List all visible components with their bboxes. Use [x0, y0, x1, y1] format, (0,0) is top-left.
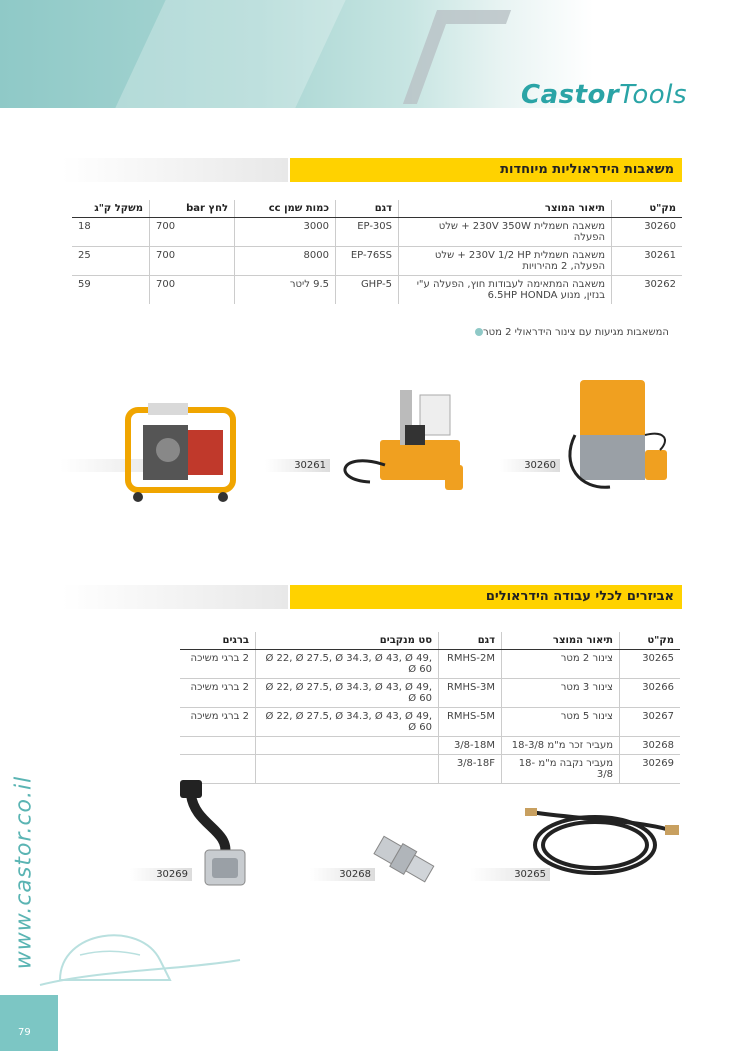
table-header-row — [180, 632, 680, 650]
col-sku: מק"ט — [620, 632, 681, 650]
table-row: 30267 צינור 5 מטר RMHS-5M Ø 22, Ø 27.5, Ø 34.3, Ø 43, Ø 49, Ø 60 2 ברגי משיכה — [180, 708, 680, 737]
col-model: דגם — [439, 632, 502, 650]
male-adapter-icon — [370, 830, 440, 890]
col-model: דגם — [336, 200, 399, 218]
pumps-note: המשאבות מגיעות עם צינור הידראולי 2 מטר — [470, 327, 669, 338]
electric-pump-hose-icon — [330, 380, 470, 495]
accessories-table — [180, 632, 680, 784]
product-label-30269: 30269 — [130, 868, 192, 881]
col-sku: מק"ט — [612, 200, 683, 218]
female-adapter-hose-icon — [170, 775, 250, 895]
section2-header — [62, 585, 682, 609]
section1-header — [62, 158, 682, 182]
table-row: 30262 משאבה המתאימה לעבודות חוץ, הפעלה ע"י בנזין, מנוע 6.5HP HONDA GHP-5 9.5 ליטר 700 59 — [72, 276, 682, 305]
pumps-table — [72, 200, 682, 304]
petrol-pump-frame-icon — [118, 395, 243, 505]
bullet-icon — [475, 328, 483, 336]
helmet-watermark-icon — [20, 900, 250, 1000]
table-row: 30265 צינור 2 מטר RMHS-2M Ø 22, Ø 27.5, Ø 34.3, Ø 43, Ø 49, Ø 60 2 ברגי משיכה — [180, 650, 680, 679]
website-url: www.castor.co.il — [11, 775, 37, 970]
section1-title: משאבות הידראוליות מיוחדות — [290, 158, 682, 182]
col-punches: סט מנקבים — [256, 632, 439, 650]
table-row: 30268 מעביר זכר מ"מ 18-3/8 3/8-18M — [180, 737, 680, 755]
electric-pump-box-icon — [560, 375, 685, 500]
table-row: 30261 משאבה חשמלית 230V 1/2 HP + שלט הפעלה, 2 מהירויות EP-76SS 8000 700 25 — [72, 247, 682, 276]
product-label-30261: 30261 — [265, 459, 330, 472]
col-pressure: לחץ bar — [150, 200, 235, 218]
col-screws: ברגים — [180, 632, 256, 650]
coiled-hose-icon — [525, 800, 680, 880]
brand-logo: CastorTools — [521, 80, 687, 110]
banner-chevron-decoration — [403, 10, 511, 104]
banner-decoration — [105, 0, 355, 108]
product-label-30268: 30268 — [310, 868, 375, 881]
product-label-30260: 30260 — [500, 459, 560, 472]
table-row: 30260 משאבה חשמלית 230V 350W + שלט הפעלה EP-30S 3000 700 18 — [72, 218, 682, 247]
section2-title: אביזרים לכלי עבודה הידראולים — [290, 585, 682, 609]
col-description: תיאור המוצר — [502, 632, 620, 650]
table-row: 30269 מעביר נקבה מ"מ 18-3/8 3/8-18F — [180, 755, 680, 784]
col-description: תיאור המוצר — [399, 200, 612, 218]
col-oil: כמות שמן cc — [235, 200, 336, 218]
table-row: 30266 צינור 3 מטר RMHS-3M Ø 22, Ø 27.5, Ø 34.3, Ø 43, Ø 49, Ø 60 2 ברגי משיכה — [180, 679, 680, 708]
col-weight: משקל ק"ג — [72, 200, 150, 218]
page-number: 79 — [0, 995, 58, 1051]
product-label-30265: 30265 — [470, 868, 550, 881]
table-header-row — [72, 200, 682, 218]
